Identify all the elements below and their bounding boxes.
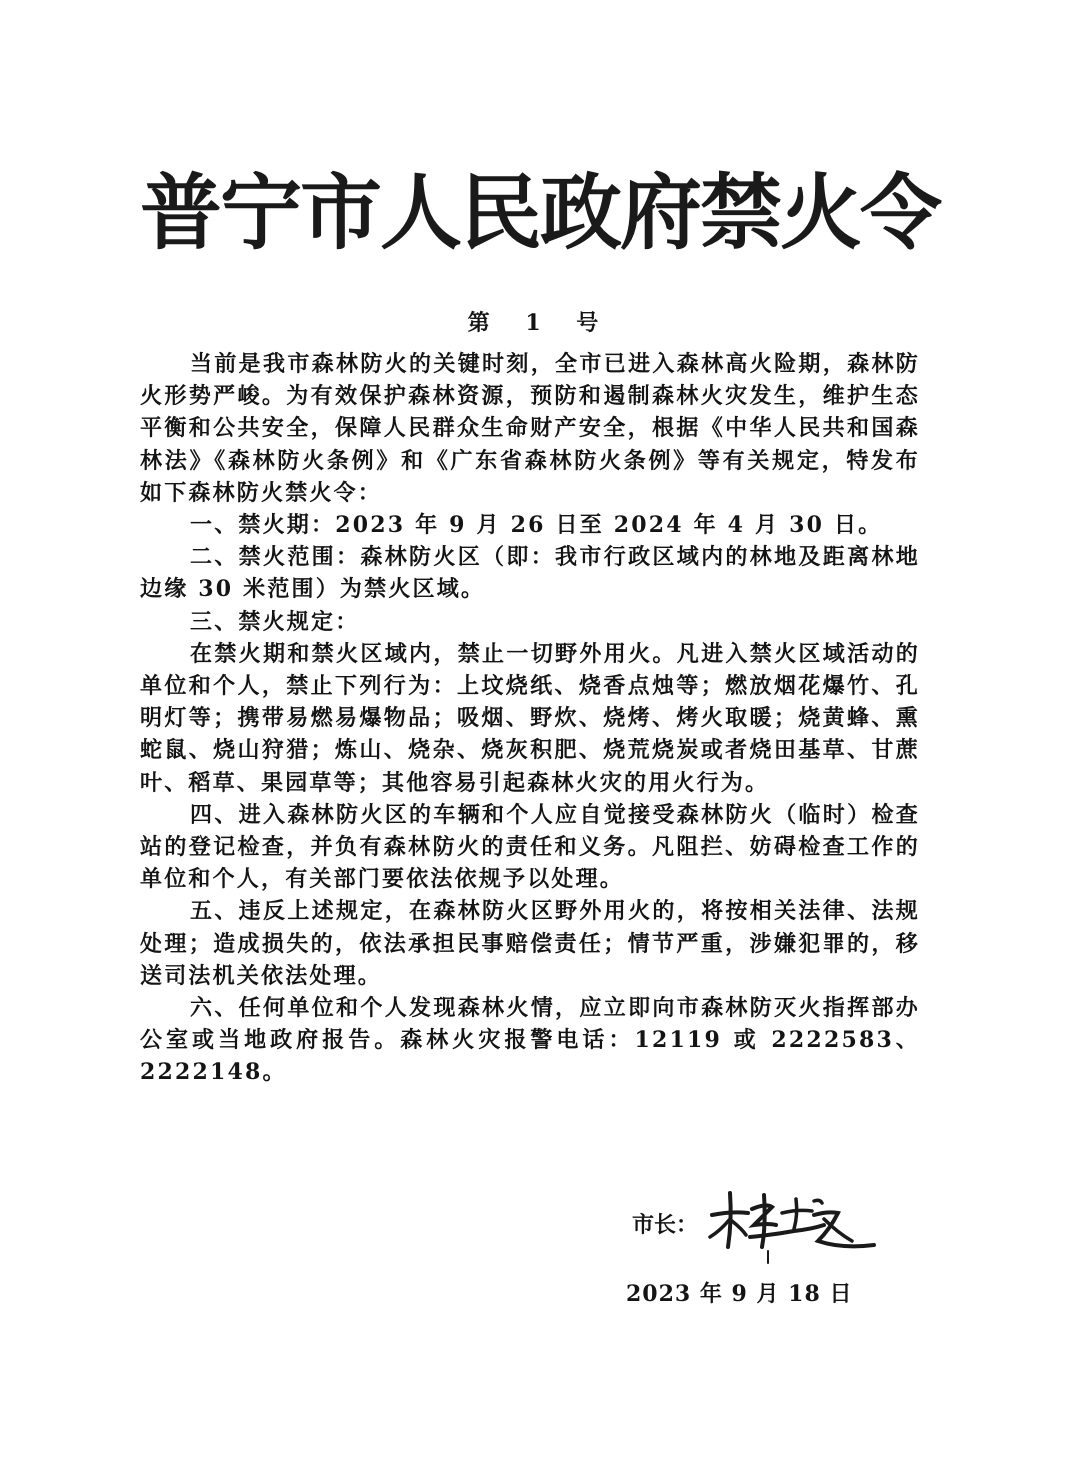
document-body <box>140 348 920 1089</box>
paragraph-ban-rules: 在禁火期和禁火区域内，禁止一切野外用火。凡进入禁火区域活动的单位和个人，禁止下列行为：上坟烧纸、烧香点烛等；燃放烟花爆竹、孔明灯等；携带易燃易爆物品；吸烟、野炊、烧烤、烤火取暖；烧黄蜂、熏蛇鼠、烧山狩猎；炼山、烧杂、烧灰积肥、烧荒烧炭或者烧田基草、甘蔗叶、稻草、果园草等；其他容易引起森林火灾的用火行为。 <box>140 640 920 796</box>
signature-block <box>632 1185 882 1265</box>
paragraph-report: 六、任何单位和个人发现森林火情，应立即向市森林防灭火指挥部办公室或当地政府报告。森林火灾报警电话：12119 或 2222583、2222148。 <box>140 995 920 1086</box>
signature-label: 市长： <box>632 1212 699 1238</box>
paragraph-penalty: 五、违反上述规定，在森林防火区野外用火的，将按相关法律、法规处理；造成损失的，依法承担民事赔偿责任；情节严重，涉嫌犯罪的，移送司法机关依法处理。 <box>140 898 920 989</box>
paragraph-preamble: 当前是我市森林防火的关键时刻，全市已进入森林高火险期，森林防火形势严峻。为有效保护森林资源，预防和遏制森林火灾发生，维护生态平衡和公共安全，保障人民群众生命财产安全，根据《中华人民共和国森林法》《森林防火条例》和《广东省森林防火条例》等有关规定，特发布如下森林防火禁火令： <box>140 351 920 506</box>
paragraph-ban-period: 一、禁火期：2023 年 9 月 26 日至 2024 年 4 月 30 日。 <box>190 512 883 539</box>
paragraph-ban-area: 二、禁火范围：森林防火区（即：我市行政区域内的林地及距离林地边缘 30 米范围）为禁火区域。 <box>140 544 920 603</box>
document-number: 第 1 号 <box>467 310 613 336</box>
handwritten-signature <box>702 1185 882 1265</box>
paragraph-checkpoint: 四、进入森林防火区的车辆和个人应自觉接受森林防火（临时）检查站的登记检查，并负有森林防火的责任和义务。凡阻拦、妨碍检查工作的单位和个人，有关部门要依法依规予以处理。 <box>140 801 920 893</box>
paragraph-ban-rules-heading: 三、禁火规定： <box>190 608 360 635</box>
document-title: 普宁市人民政府禁火令 <box>139 165 940 261</box>
document-date: 2023 年 9 月 18 日 <box>626 1281 853 1307</box>
